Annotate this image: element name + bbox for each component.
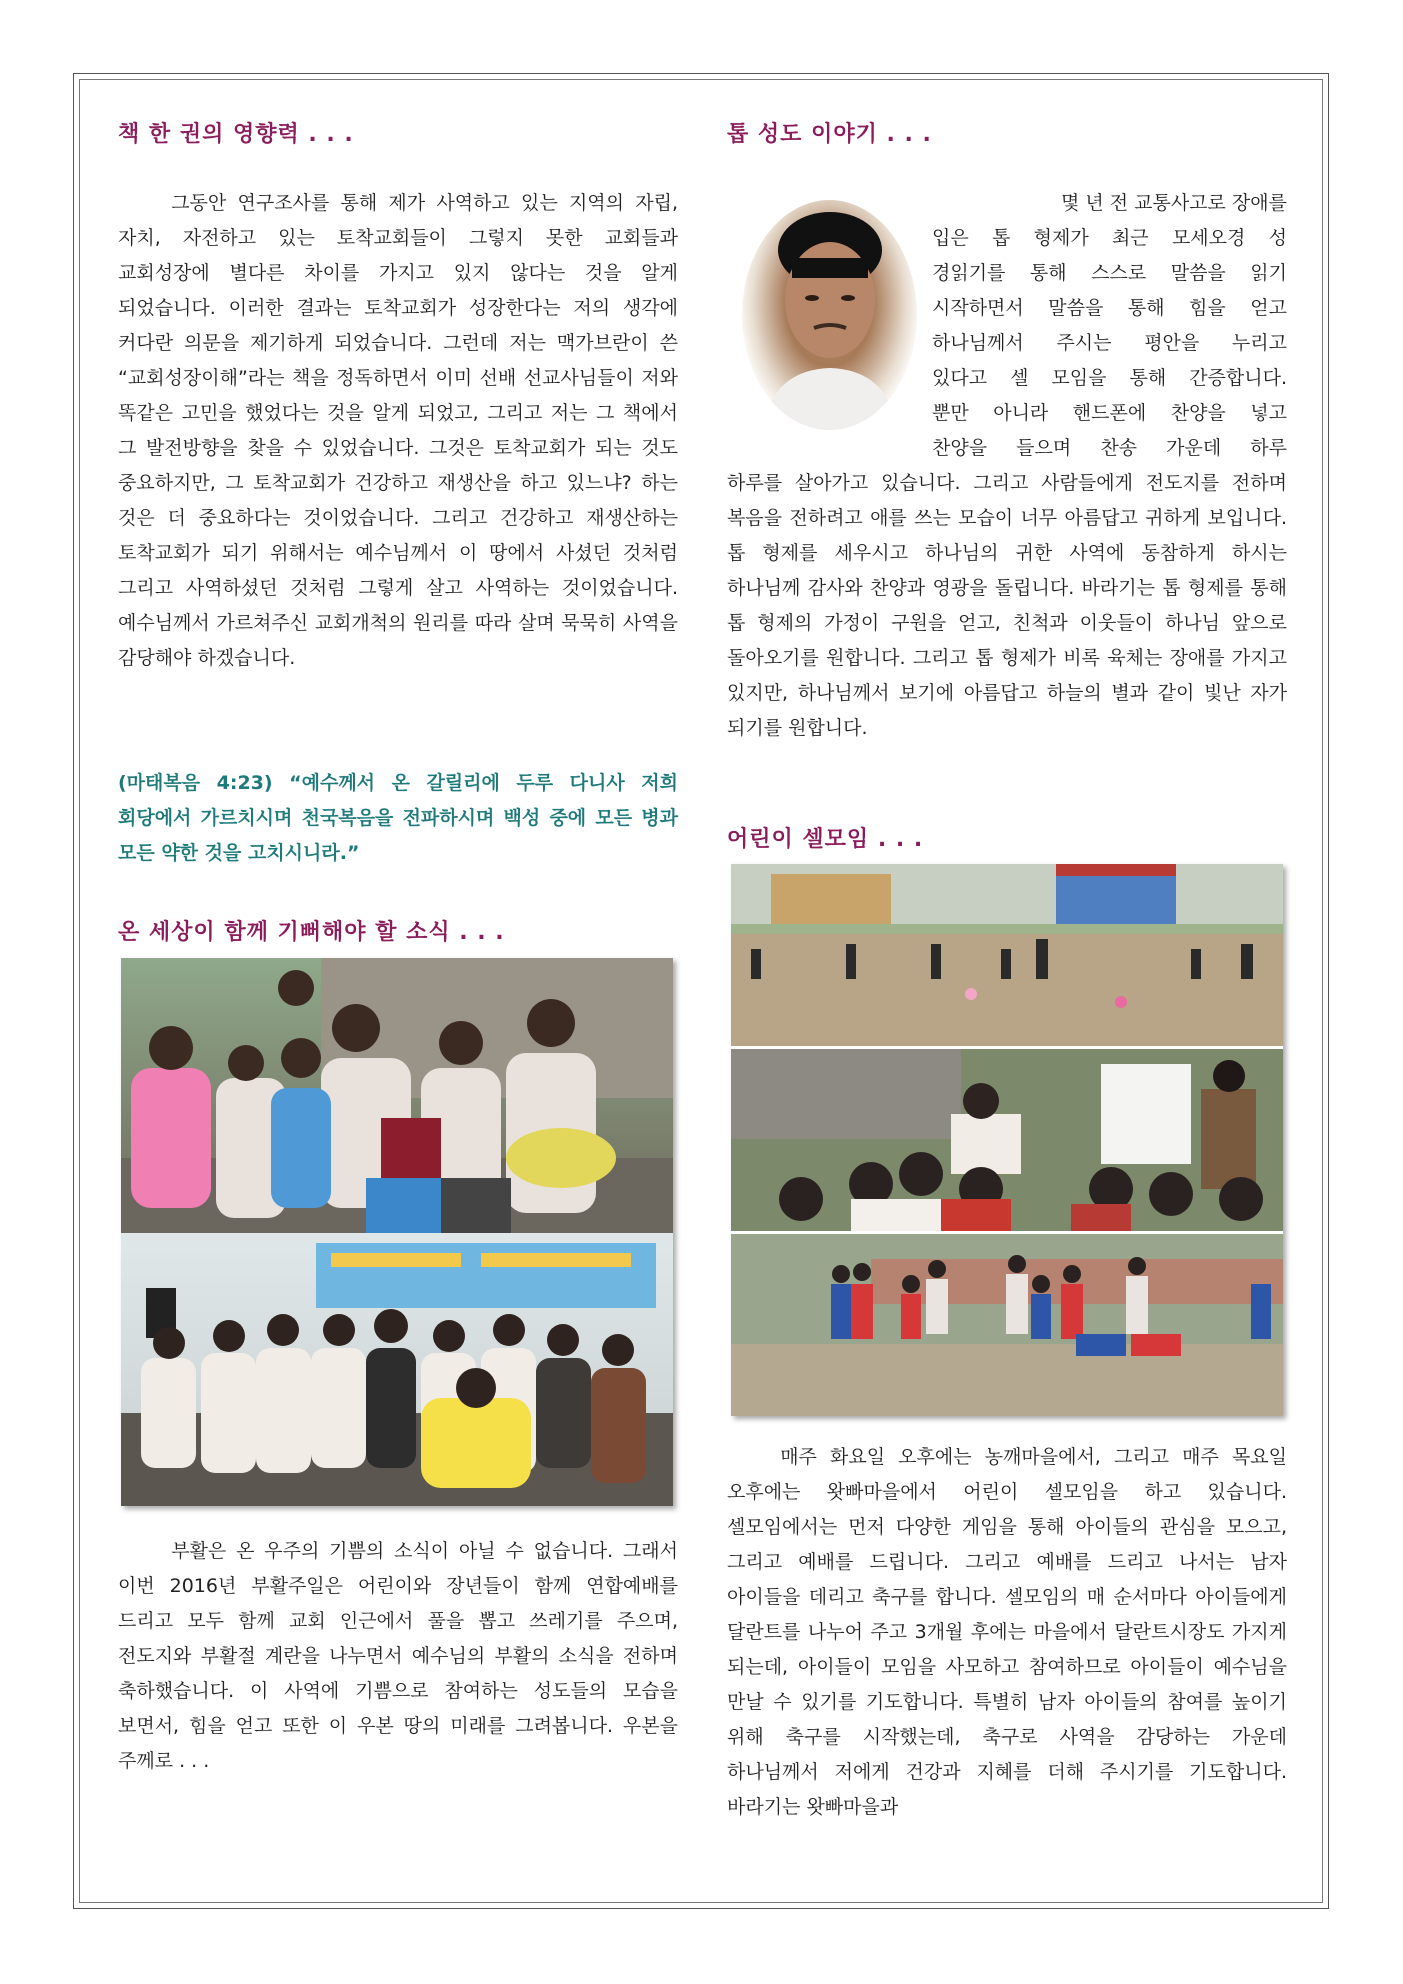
- section-body-book-influence: [118, 186, 678, 676]
- top-story-line-5: 하나님께서 주시는 평안을 누리고: [932, 332, 1287, 354]
- section-title-kids-cell: 어린이 셀모임 . . .: [727, 827, 924, 852]
- easter-photo-collage: [121, 958, 673, 1506]
- top-story-text: 하루를 살아가고 있습니다. 그리고 사람들에게 전도지를 전하며 복음을 전하려고 애를 쓰는 모습이 너무 아름답고 귀하게 보입니다. 톱 형제를 세우시고 하나님의 귀한 사역에 동참하게 하시는 하나님께 감사와 찬양과 영광을 돌립니다. 바라기는 톱 형제를 통해 톱 형제의 가정이 구원을 얻고, 친척과 이웃들이 하나님 앞으로 돌아오기를 원합니다. 그리고 톱 형제가 비록 육체는 장애를 가지고 있지만, 하나님께서 보기에 아름답고 하늘의 별과 같이 빛난 자가 되기를 원합니다.: [727, 472, 1287, 739]
- top-story-line-4: 시작하면서 말씀을 통해 힘을 얻고: [932, 297, 1287, 319]
- section-title-book-influence: 책 한 권의 영향력 . . .: [118, 122, 354, 147]
- book-influence-text: 그동안 연구조사를 통해 제가 사역하고 있는 지역의 자립, 자치, 자전하고 있는 토착교회들이 그렇지 못한 교회들과 교회성장에 별다른 차이를 가지고 있지 않다는 것을 알게 되었습니다. 이러한 결과는 토착교회가 성장한다는 저의 생각에 커다란 의문을 제기하게 되었습니다. 그런데 저는 맥가브란이 쓴 “교회성장이해”라는 책을 정독하면서 이미 선배 선교사님들이 저와 똑같은 고민을 했었다는 것을 알게 되었고, 그리고 저는 그 책에서 그 발전방향을 찾을 수 있었습니다. 그것은 토착교회가 되는 것도 중요하지만, 그 토착교회가 건강하고 재생산을 하고 있느냐? 하는 것은 더 중요하다는 것이었습니다. 그리고 건강하고 재생산하는 토착교회가 되기 위해서는 예수님께서 이 땅에서 사셨던 것처럼 그리고 사역하셨던 것처럼 그렇게 살고 사역하는 것이었습니다. 예수님께서 가르쳐주신 교회개척의 원리를 따라 살며 묵묵히 사역을 감당해야 하겠습니다.: [118, 192, 678, 669]
- top-story-body: [727, 466, 1287, 746]
- top-story-line-7: 뿐만 아니라 핸드폰에 찬양을 넣고: [932, 402, 1287, 424]
- section-body-easter-news: [118, 1534, 678, 1779]
- portrait-illustration: [742, 200, 917, 430]
- kids-cell-photo-collage: [731, 864, 1283, 1416]
- top-story-wrap-block: [932, 186, 1287, 466]
- section-body-kids-cell: [727, 1440, 1287, 1825]
- section-title-easter-news: 온 세상이 함께 기뻐해야 할 소식 . . .: [118, 920, 505, 945]
- top-story-line-8: 찬양을 들으며 찬송 가운데 하루: [932, 437, 1287, 459]
- scripture-quote: (마태복음 4:23) “예수께서 온 갈릴리에 두루 다니사 저희 회당에서 가르치시며 천국복음을 전파하시며 백성 중에 모든 병과 모든 약한 것을 고치시니라.”: [118, 772, 678, 864]
- kids-cell-illustration: [731, 864, 1283, 1416]
- top-story-line-6: 있다고 셀 모임을 통해 간증합니다.: [932, 367, 1287, 389]
- portrait-photo-top: [742, 200, 917, 430]
- top-story-line-3: 경읽기를 통해 스스로 말씀을 읽기: [932, 262, 1287, 284]
- easter-news-text: 부활은 온 우주의 기쁨의 소식이 아닐 수 없습니다. 그래서 이번 2016년 부활주일은 어린이와 장년들이 함께 연합예배를 드리고 모두 함께 교회 인근에서 풀을 뽑고 쓰레기를 주으며, 전도지와 부활절 계란을 나누면서 예수님의 부활의 소식을 전하며 축하했습니다. 이 사역에 기쁨으로 참여하는 성도들의 모습을 보면서, 힘을 얻고 또한 이 우본 땅의 미래를 그려봅니다. 우본을 주께로 . . .: [118, 1540, 678, 1772]
- easter-photo-illustration: [121, 958, 673, 1506]
- top-story-line-2: 입은 톱 형제가 최근 모세오경 성: [932, 227, 1287, 249]
- section-title-top-story: 톱 성도 이야기 . . .: [727, 122, 932, 147]
- top-story-line-1: 몇 년 전 교통사고로 장애를: [1060, 192, 1287, 214]
- kids-cell-text: 매주 화요일 오후에는 농깨마을에서, 그리고 매주 목요일 오후에는 왓빠마을에서 어린이 셀모임을 하고 있습니다. 셀모임에서는 먼저 다양한 게임을 통해 아이들의 관심을 모으고, 그리고 예배를 드립니다. 그리고 예배를 드리고 나서는 남자 아이들을 데리고 축구를 합니다. 셀모임의 매 순서마다 아이들에게 달란트를 나누어 주고 3개월 후에는 마을에서 달란트시장도 가지게 되는데, 아이들이 모임을 사모하고 참여하므로 아이들이 예수님을 만날 수 있기를 기도합니다. 특별히 남자 아이들의 참여를 높이기 위해 축구를 시작했는데, 축구로 사역을 감당하는 가운데 하나님께서 저에게 건강과 지혜를 더해 주시기를 기도합니다. 바라기는 왓빠마을과: [727, 1446, 1287, 1818]
